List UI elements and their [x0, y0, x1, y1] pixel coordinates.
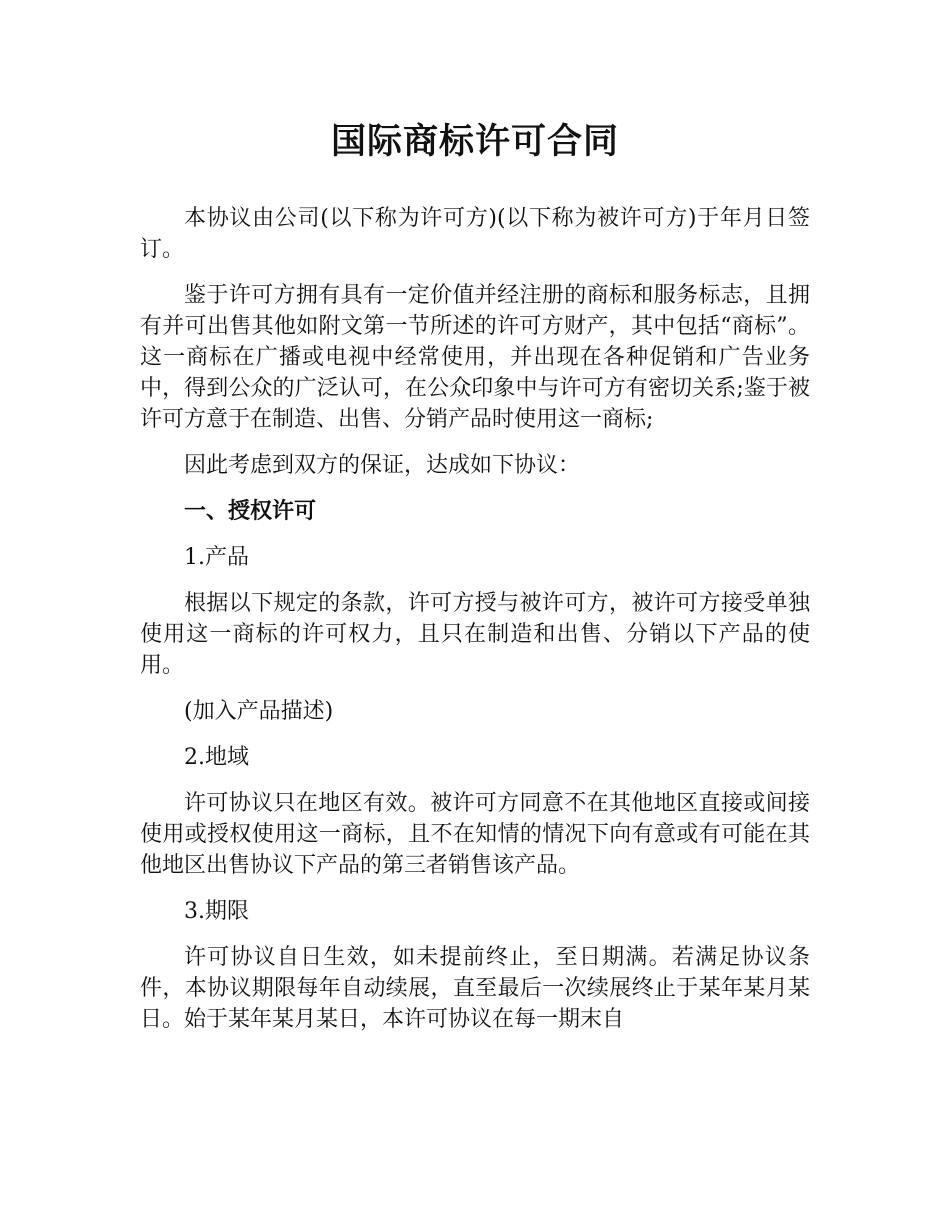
document-title: 国际商标许可合同 — [330, 122, 619, 162]
paragraph-whereas: 鉴于许可方拥有具有一定价值并经注册的商标和服务标志，且拥有并可出售其他如附文第一节所述的许可方财产，其中包括“商标”。这一商标在广播或电视中经常使用，并出现在各种促销和广告业务中，得到公众的广泛认可，在公众印象中与许可方有密切关系;鉴于被许可方意于在制造、出售、分销产品时使用这一商标; — [140, 283, 810, 432]
paragraph-territory: 许可协议只在地区有效。被许可方同意不在其他地区直接或间接使用或授权使用这一商标，且不在知情的情况下向有意或有可能在其他地区出售协议下产品的第三者销售该产品。 — [140, 791, 810, 878]
paragraph-term: 许可协议自日生效，如未提前终止，至日期满。若满足协议条件，本协议期限每年自动续展，直至最后一次续展终止于某年某月某日。始于某年某月某日，本许可协议在每一期末自 — [140, 945, 810, 1032]
paragraph-product-description: (加入产品描述) — [184, 699, 334, 724]
paragraph-products: 根据以下规定的条款，许可方授与被许可方，被许可方接受单独使用这一商标的许可权力，且只在制造和出售、分销以下产品的使用。 — [140, 591, 810, 678]
subheading-term: 3.期限 — [184, 899, 249, 924]
paragraph-agreement: 因此考虑到双方的保证，达成如下协议： — [184, 453, 581, 478]
document-body — [140, 203, 810, 1050]
subheading-territory: 2.地域 — [184, 745, 249, 770]
paragraph-preamble: 本协议由公司(以下称为许可方)(以下称为被许可方)于年月日签订。 — [140, 206, 810, 262]
subheading-products: 1.产品 — [184, 545, 249, 570]
section-heading-license-grant: 一、授权许可 — [184, 499, 317, 524]
